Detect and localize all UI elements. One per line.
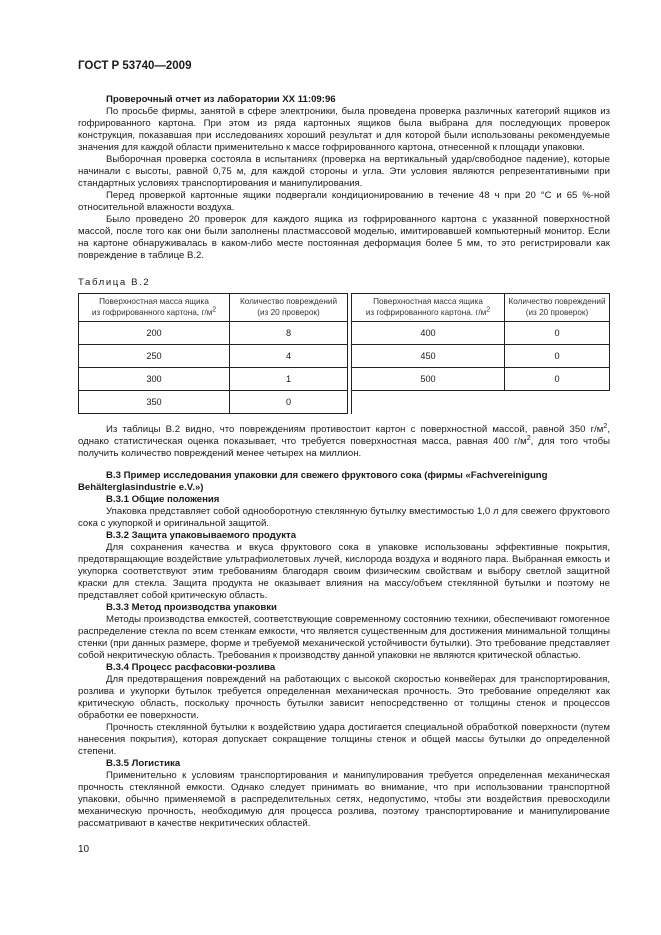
lab-report-title: Проверочный отчет из лаборатории XX 11:09:96 [106, 94, 336, 105]
cell-mass: 250 [79, 345, 230, 368]
table-caption: Таблица В.2 [78, 277, 151, 288]
cell-mass: 350 [79, 391, 230, 414]
cell-damage: 0 [230, 391, 348, 414]
table-row [79, 368, 610, 391]
cell-mass: 450 [352, 345, 505, 368]
header-mass-left-line1: Поверхностная масса ящика [99, 297, 209, 306]
lab-paragraph-4: Было проведено 20 проверок для каждого ящика из гофрированного картона с указанной поверхностной массой, после того как они были заполнены пластмассовой моделью, имитировавшей компьютерный монитор. Если на картоне обнаруживалась в каком-либо месте постоянная деформация более 5 мм, то это регистрировали как повреждение в таблице В.2. [78, 214, 610, 261]
section-b33-text: Методы производства емкостей, соответствующие современному состоянию техники, обеспечивают гомогенное распределение стекла по всем стенкам емкости, что является существенным для достижения минимальной толщины стенки (при данных размере, форме и требуемой механической устойчивости бутылки). Это требование представляет собой некритическую область. Требования к производству данной упаковки не являются критической областью. [78, 614, 610, 661]
lab-paragraph-3: Перед проверкой картонные ящики подвергали кондиционированию в течение 48 ч при 20 °С и 65 %-ной относительной влажности воздуха. [78, 190, 610, 213]
header-mass-right-line2: из гофрированного картона. г/м [365, 307, 487, 317]
cell-empty [352, 391, 505, 414]
section-b35-title: В.3.5 Логистика [106, 758, 181, 769]
table-note-part3: , для того чтобы получить количество повреждений менее четырех на миллион. [78, 436, 610, 459]
damage-table [78, 293, 610, 414]
section-b35-text: Применительно к условиям транспортирования и манипулирования требуется определенная механическая прочность стеклянной емкости. Однако следует принимать во внимание, что при использовании транспортной упаковки, обычно применяемой в распределительных сетях, недопустимо, чтобы эти воздействия превосходили механическую прочность, необходимую для процесса розлива, поэтому транспортирование и манипулирование рассматривают в качестве некритических областей. [78, 770, 610, 829]
cell-mass: 200 [79, 322, 230, 345]
cell-damage: 0 [505, 322, 610, 345]
table-note-sup-1: 2 [603, 422, 608, 430]
cell-empty [505, 391, 610, 414]
cell-mass: 300 [79, 368, 230, 391]
cell-damage: 0 [505, 345, 610, 368]
header-count-right-line2: (из 20 проверок) [525, 307, 589, 317]
section-b34-text-2: Прочность стеклянной бутылки к воздействию удара достигается специальной обработкой поверхности (путем нанесения покрытия), которая допускает сокращение толщины стенок и общей массы бутылки до определенной степени. [78, 722, 610, 757]
section-b3-title: В.3 Пример исследования упаковки для свежего фруктового сока (фирмы «Fachvereinigung Behälterglasindustrie e.V.») [78, 470, 548, 493]
header-mass-right-sup: 2 [486, 305, 491, 313]
section-b33-title: В.3.3 Метод производства упаковки [106, 602, 277, 613]
standard-id: ГОСТ Р 53740—2009 [78, 60, 192, 72]
cell-mass: 400 [352, 322, 505, 345]
table-note-part2: , однако статистическая оценка показывает, что требуется поверхностная масса, равная 400 г/м [78, 424, 610, 447]
table-row [79, 345, 610, 368]
header-mass-left-line2: из гофрированного картона, г/м [91, 307, 213, 317]
header-mass-right-line1: Поверхностная масса ящика [373, 297, 483, 306]
table-note [78, 424, 610, 460]
cell-damage: 0 [505, 368, 610, 391]
lab-paragraph-1: По просьбе фирмы, занятой в сфере электроники, была проведена проверка различных категорий ящиков из гофрированного картона. При этом из ряда картонных ящиков была выбрана для последующих проверок конструкция, показавшая при исследованиях хороший результат и для которой были использованы рекомендуемые значения для каждой области применительно к массе гофрированного картона, отнесенной к площади упаковки. [78, 106, 610, 153]
table-note-part1: Из таблицы В.2 видно, что повреждениям противостоит картон с поверхностной массой, равной 350 г/м [106, 424, 604, 435]
cell-damage: 8 [230, 322, 348, 345]
table-header-row [79, 294, 610, 322]
section-b31-title: В.3.1 Общие положения [106, 494, 220, 505]
header-mass-left-sup: 2 [212, 305, 217, 313]
header-count-left-line2: (из 20 проверок) [257, 307, 320, 317]
table-row [79, 391, 610, 414]
section-b31-text: Упаковка представляет собой однооборотную стеклянную бутылку вместимостью 1,0 л для свежего фруктового сока с укупоркой и оригинальной защитой. [78, 506, 610, 529]
header-count-left [230, 294, 348, 322]
cell-damage: 1 [230, 368, 348, 391]
header-count-left-line1: Количество повреждений [239, 297, 338, 306]
header-count-right-line1: Количество повреждений [508, 297, 606, 306]
table-note-sup-2: 2 [526, 434, 531, 442]
section-b32-title: В.3.2 Защита упаковываемого продукта [106, 530, 297, 541]
header-mass-left [79, 294, 230, 322]
header-mass-right [352, 294, 505, 322]
table-row [79, 322, 610, 345]
cell-damage: 4 [230, 345, 348, 368]
lab-paragraph-2: Выборочная проверка состояла в испытаниях (проверка на вертикальный удар/свободное падение), которые начинали с высоты, равной 0,75 м, для каждой стороны и угла. Эти условия являются репрезентативными при стандартных условиях транспортирования и манипулирования. [78, 154, 610, 189]
document-page [78, 60, 610, 830]
header-count-right [505, 294, 610, 322]
section-b34-text-1: Для предотвращения повреждений на работающих с высокой скоростью конвейерах для транспортирования, розлива и укупорки бутылок требуется определенная механическая прочность. Это требование определяют как критическую область, поскольку прочность бутылки зависит непосредственно от толщины стенок и процессов обработки ее поверхности. [78, 674, 610, 721]
section-b32-text: Для сохранения качества и вкуса фруктового сока в упаковке использованы эффективные покрытия, предотвращающие воздействие ультрафиолетовых лучей, кислорода воздуха и водяного пара. Выбранная емкость и укупорка соответствуют этим требованиям благодаря своим физическим свойствам и выбору светлой защитной краски для стекла. Защита продукта не оказывает влияния на массу/объем стеклянной бутылки и поэтому не представляет собой критическую область. [78, 542, 610, 601]
section-b34-title: В.3.4 Процесс расфасовки-розлива [106, 662, 276, 673]
page-number: 10 [78, 844, 90, 855]
cell-mass: 500 [352, 368, 505, 391]
